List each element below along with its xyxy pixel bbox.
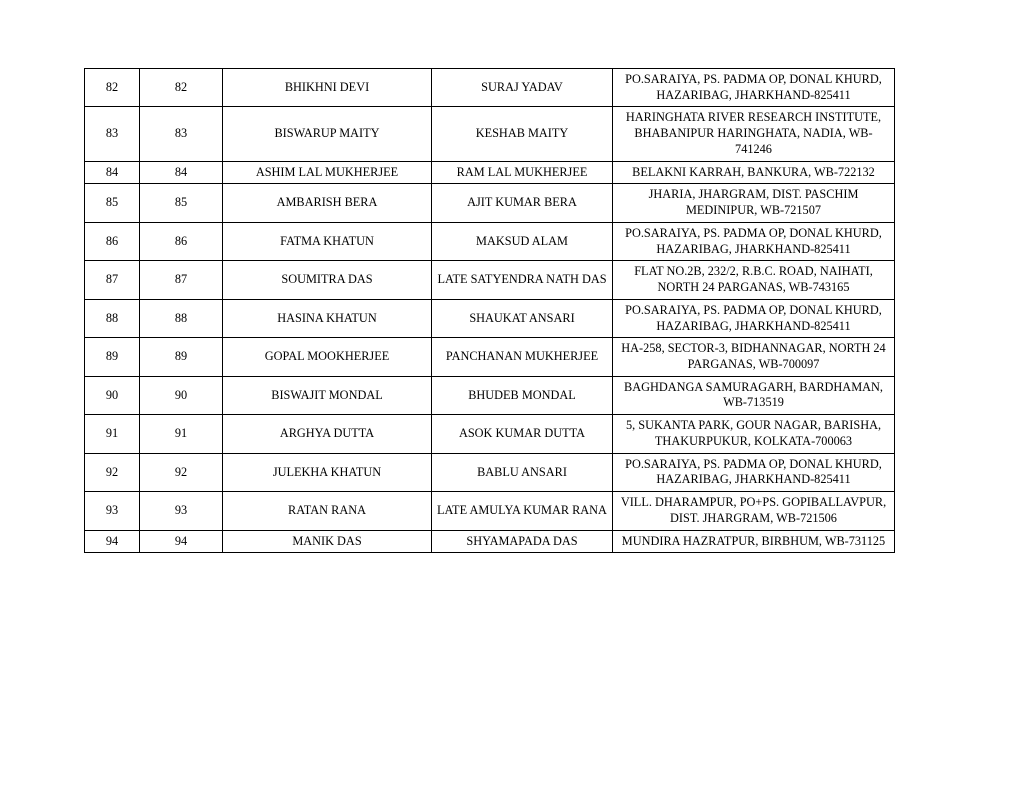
cell-name: BISWARUP MAITY	[223, 107, 432, 161]
cell-relation: LATE AMULYA KUMAR RANA	[432, 492, 613, 530]
cell-address: PO.SARAIYA, PS. PADMA OP, DONAL KHURD, HAZARIBAG, JHARKHAND-825411	[613, 69, 895, 107]
cell-name: BHIKHNI DEVI	[223, 69, 432, 107]
cell-no: 84	[140, 161, 223, 184]
cell-no: 83	[140, 107, 223, 161]
cell-sl: 89	[85, 338, 140, 376]
cell-relation: BABLU ANSARI	[432, 453, 613, 491]
cell-no: 89	[140, 338, 223, 376]
cell-name: FATMA KHATUN	[223, 222, 432, 260]
cell-no: 86	[140, 222, 223, 260]
cell-no: 88	[140, 299, 223, 337]
cell-name: HASINA KHATUN	[223, 299, 432, 337]
table-row	[85, 338, 895, 376]
cell-relation: RAM LAL MUKHERJEE	[432, 161, 613, 184]
cell-no: 90	[140, 376, 223, 414]
cell-relation: SURAJ YADAV	[432, 69, 613, 107]
cell-sl: 92	[85, 453, 140, 491]
table-row	[85, 161, 895, 184]
table-row	[85, 453, 895, 491]
table-row	[85, 376, 895, 414]
table-row	[85, 492, 895, 530]
table-row	[85, 107, 895, 161]
cell-sl: 88	[85, 299, 140, 337]
table-row	[85, 415, 895, 453]
cell-address: JHARIA, JHARGRAM, DIST. PASCHIM MEDINIPUR, WB-721507	[613, 184, 895, 222]
cell-address: MUNDIRA HAZRATPUR, BIRBHUM, WB-731125	[613, 530, 895, 553]
table-row	[85, 530, 895, 553]
cell-name: MANIK DAS	[223, 530, 432, 553]
cell-relation: PANCHANAN MUKHERJEE	[432, 338, 613, 376]
records-table-body	[85, 69, 895, 553]
cell-address: VILL. DHARAMPUR, PO+PS. GOPIBALLAVPUR, DIST. JHARGRAM, WB-721506	[613, 492, 895, 530]
cell-sl: 84	[85, 161, 140, 184]
cell-sl: 93	[85, 492, 140, 530]
records-table	[84, 68, 895, 553]
cell-relation: SHYAMAPADA DAS	[432, 530, 613, 553]
cell-no: 87	[140, 261, 223, 299]
table-row	[85, 261, 895, 299]
cell-name: AMBARISH BERA	[223, 184, 432, 222]
cell-no: 94	[140, 530, 223, 553]
cell-sl: 86	[85, 222, 140, 260]
cell-relation: BHUDEB MONDAL	[432, 376, 613, 414]
cell-sl: 85	[85, 184, 140, 222]
cell-address: HA-258, SECTOR-3, BIDHANNAGAR, NORTH 24 PARGANAS, WB-700097	[613, 338, 895, 376]
cell-address: BAGHDANGA SAMURAGARH, BARDHAMAN, WB-713519	[613, 376, 895, 414]
cell-name: ARGHYA DUTTA	[223, 415, 432, 453]
cell-no: 93	[140, 492, 223, 530]
records-table-container	[84, 68, 887, 553]
cell-sl: 91	[85, 415, 140, 453]
cell-name: ASHIM LAL MUKHERJEE	[223, 161, 432, 184]
cell-address: HARINGHATA RIVER RESEARCH INSTITUTE, BHABANIPUR HARINGHATA, NADIA, WB-741246	[613, 107, 895, 161]
table-row	[85, 222, 895, 260]
cell-sl: 87	[85, 261, 140, 299]
cell-address: PO.SARAIYA, PS. PADMA OP, DONAL KHURD, HAZARIBAG, JHARKHAND-825411	[613, 299, 895, 337]
cell-address: BELAKNI KARRAH, BANKURA, WB-722132	[613, 161, 895, 184]
cell-address: FLAT NO.2B, 232/2, R.B.C. ROAD, NAIHATI, NORTH 24 PARGANAS, WB-743165	[613, 261, 895, 299]
cell-no: 82	[140, 69, 223, 107]
table-row	[85, 184, 895, 222]
cell-no: 85	[140, 184, 223, 222]
cell-no: 91	[140, 415, 223, 453]
cell-relation: SHAUKAT ANSARI	[432, 299, 613, 337]
cell-relation: LATE SATYENDRA NATH DAS	[432, 261, 613, 299]
table-row	[85, 299, 895, 337]
cell-no: 92	[140, 453, 223, 491]
cell-name: JULEKHA KHATUN	[223, 453, 432, 491]
cell-name: SOUMITRA DAS	[223, 261, 432, 299]
cell-name: GOPAL MOOKHERJEE	[223, 338, 432, 376]
cell-address: PO.SARAIYA, PS. PADMA OP, DONAL KHURD, HAZARIBAG, JHARKHAND-825411	[613, 453, 895, 491]
cell-sl: 90	[85, 376, 140, 414]
cell-relation: MAKSUD ALAM	[432, 222, 613, 260]
cell-sl: 83	[85, 107, 140, 161]
cell-sl: 94	[85, 530, 140, 553]
cell-address: 5, SUKANTA PARK, GOUR NAGAR, BARISHA, THAKURPUKUR, KOLKATA-700063	[613, 415, 895, 453]
cell-relation: AJIT KUMAR BERA	[432, 184, 613, 222]
cell-address: PO.SARAIYA, PS. PADMA OP, DONAL KHURD, HAZARIBAG, JHARKHAND-825411	[613, 222, 895, 260]
cell-relation: KESHAB MAITY	[432, 107, 613, 161]
cell-name: BISWAJIT MONDAL	[223, 376, 432, 414]
cell-sl: 82	[85, 69, 140, 107]
table-row	[85, 69, 895, 107]
cell-relation: ASOK KUMAR DUTTA	[432, 415, 613, 453]
cell-name: RATAN RANA	[223, 492, 432, 530]
